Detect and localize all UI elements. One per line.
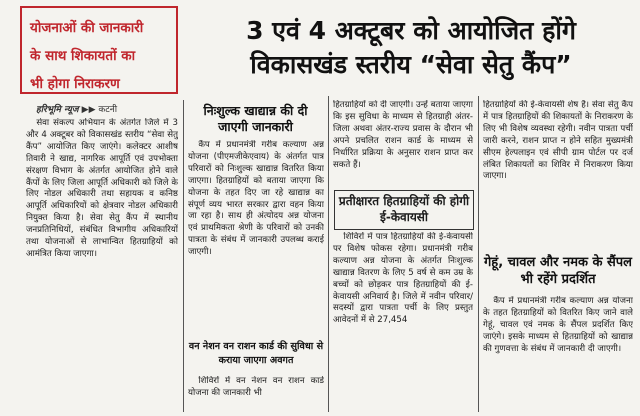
article-column-2b xyxy=(188,376,324,412)
headline-line-2: विकासखंड स्तरीय “सेवा सेतु कैंप” xyxy=(250,50,572,79)
byline-marker: ▶▶ xyxy=(81,105,96,115)
article-column-4 xyxy=(483,100,633,250)
column-rule-2 xyxy=(328,96,329,412)
column-rule-3 xyxy=(478,96,479,412)
article-column-1 xyxy=(26,118,178,412)
col2-body-2: शिविरों में वन नेशन वन राशन कार्ड योजना की जानकारी भी xyxy=(188,376,324,398)
byline xyxy=(36,102,117,115)
col1-body: सेवा संकल्प अभियान के अंतर्गत जिले में 3 और 4 अक्टूबर को विकासखंड स्तरीय “सेवा सेतु कैंप” आयोजित किए जाएंगे। कलेक्टर आशीष तिवारी ने खाद्य, नागरिक आपूर्ति एवं उपभोक्ता संरक्षण विभाग के अंतर्गत आयोजित होने वाले कैंपों के लिए जिला आपूर्ति अधिकारी को जिले के लिए नोडल अधिकारी तथा सहायक व कनिष्ठ आपूर्ति अधिकारियों को क्षेत्रवार नोडल अधिकारी नियुक्त किया है। सेवा सेतु कैंप में स्थानीय जनप्रतिनिधियों, संबंधित विभागीय अधिकारियों तथा योजनाओं से लाभान्वित हितग्राहियों को आमंत्रित किया जाएगा। xyxy=(26,118,178,259)
article-column-3b xyxy=(333,232,473,412)
kicker-line-2: के साथ शिकायतों का xyxy=(30,48,136,64)
article-column-2 xyxy=(188,140,324,336)
kicker-line-1: योजनाओं की जानकारी xyxy=(30,20,144,36)
col2-heading: निःशुल्क खाद्यान्न की दी जाएगी जानकारी xyxy=(203,103,308,134)
kicker-line-3: भी होगा निराकरण xyxy=(30,76,120,92)
headline-line-1: 3 एवं 4 अक्टूबर को आयोजित होंगे xyxy=(246,16,576,45)
headline xyxy=(188,14,634,82)
byline-source: हरिभूमि न्यूज xyxy=(36,105,82,115)
col3-heading: प्रतीक्षारत हितग्राहियों की होगी ई-केवायसी xyxy=(334,190,474,230)
col2-body: कैंप में प्रधानमंत्री गरीब कल्याण अन्न योजना (पीएमजीकेएवाय) के अंतर्गत पात्र परिवारों को निःशुल्क खाद्यान्न वितरित किया जाएगा। हितग्राहियों को बताया जाएगा कि योजना के तहत दिए जा रहे खाद्यान्न का संपूर्ण व्यय भारत सरकार द्वारा वहन किया जा रहा है। साथ ही अंत्योदय अन्न योजना एवं प्राथमिकता श्रेणी के परिवारों को उनकी पात्रता के संबंध में जानकारी उपलब्ध कराई जाएगी। xyxy=(188,140,324,258)
col4-heading: गेहूं, चावल और नमक के सैंपल भी रहेंगे प्रदर्शित xyxy=(483,255,632,287)
byline-place: कटनी xyxy=(95,105,118,115)
article-column-4b xyxy=(483,296,633,412)
column-rule-1 xyxy=(183,100,184,412)
col2-heading-2: वन नेशन वन राशन कार्ड की सुविधा से कराया जाएगा अवगत xyxy=(188,341,324,366)
col4-body-2: कैंप में प्रधानमंत्री गरीब कल्याण अन्न योजना के तहत हितग्राहियों को वितरित किए जाने वाले गेहूं, चावल एवं नमक के सैंपल प्रदर्शित किए जाएंगे। इसके माध्यम से हितग्राहियों को खाद्यान्न की गुणवत्ता के संबंध में जानकारी दी जाएगी। xyxy=(483,296,633,354)
kicker-box xyxy=(20,6,178,94)
col4-body: हितग्राहियों की ई-केवायसी शेष है। सेवा सेतु कैंप में पात्र हितग्राहियों की शिकायतों के निराकरण के लिए भी विशेष व्यवस्था रहेगी। नवीन पात्रता पर्ची जारी करने, राशन प्राप्त न होने सहित मुख्यमंत्री सीएम हेल्पलाइन एवं सीपी ग्राम पोर्टल पर दर्ज लंबित शिकायतों का शिविर में निराकरण किया जाएगा। xyxy=(483,100,633,182)
col3-body: हितग्राहियों को दी जाएगी। उन्हें बताया जाएगा कि इस सुविधा के माध्यम से हितग्राही अंतर-जिला अथवा अंतर-राज्य प्रवास के दौरान भी अपने प्रचलित राशन कार्ड के माध्यम से निर्धारित प्रक्रिया के अनुसार राशन प्राप्त कर सकते हैं। xyxy=(333,100,473,170)
article-column-3 xyxy=(333,100,473,188)
col3-body-2: शिविरों में पात्र हितग्राहियों की ई-केवायसी पर विशेष फोकस रहेगा। प्रधानमंत्री गरीब कल्याण अन्न योजना के अंतर्गत निःशुल्क खाद्यान्न वितरण के लिए 5 वर्ष से कम उम्र के बच्चों को छोड़कर पात्र हितग्राहियों की ई-केवायसी अनिवार्य है। जिले में नवीन परिवार/सदस्यों द्वारा पात्रता पर्ची के लिए प्रस्तुत आवेदनों में से 27,454 xyxy=(333,232,473,326)
